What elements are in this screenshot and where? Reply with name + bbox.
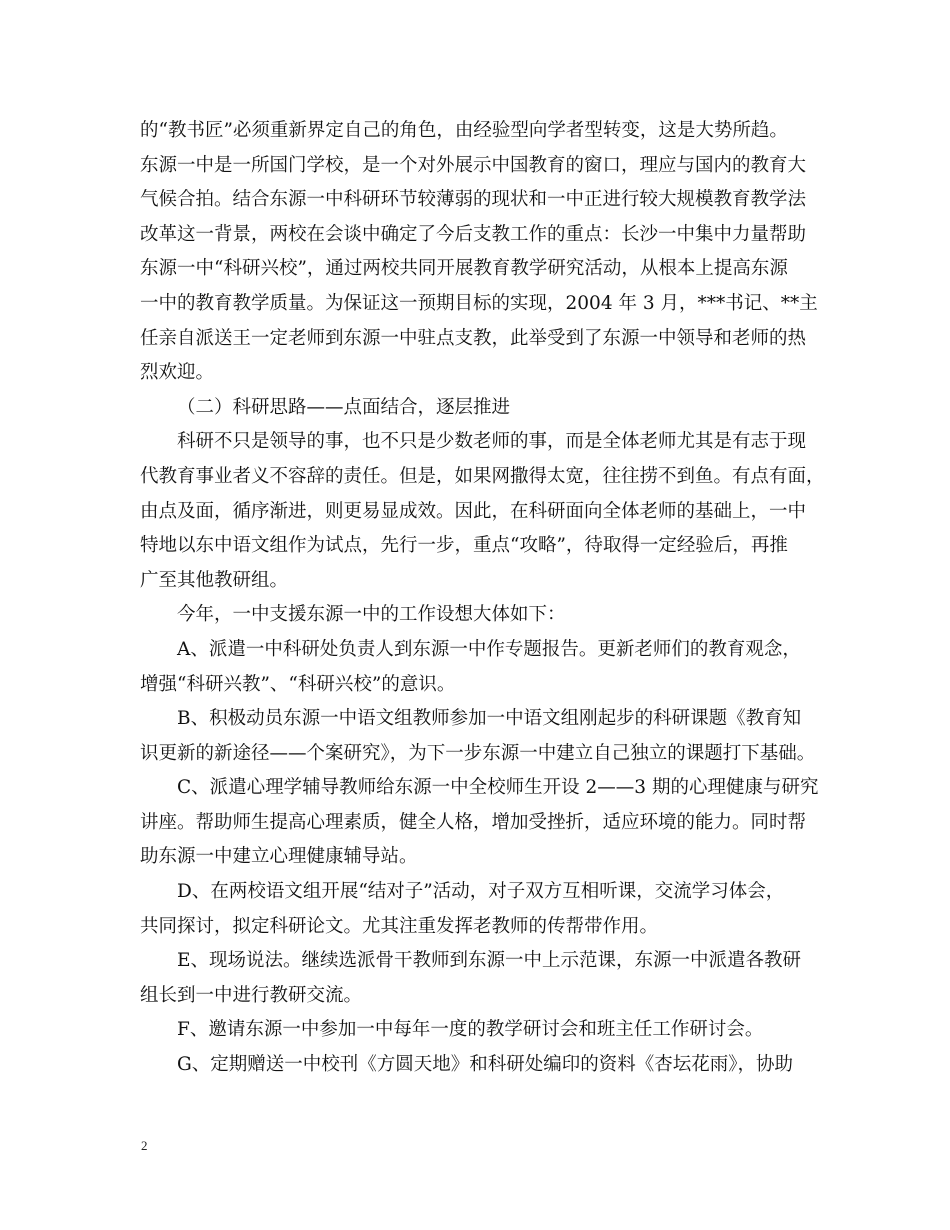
text-line: 任亲自派送王一定老师到东源一中驻点支教，此举受到了东源一中领导和老师的热 [140, 327, 807, 349]
text-line: 识更新的新途径——个案研究》，为下一步东源一中建立自己独立的课题打下基础。 [140, 742, 816, 764]
paragraph [140, 114, 830, 391]
text-line: 的“教书匠”必须重新界定自己的角色，由经验型向学者型转变，这是大势所趋。 [140, 120, 788, 141]
text-line: 东源一中“科研兴校”，通过两校共同开展教育教学研究活动，从根本上提高东源 [140, 258, 788, 280]
paragraph [140, 598, 830, 633]
text-line: 代教育事业者义不容辞的责任。但是，如果网撒得太宽，往往捞不到鱼。有点有面， [140, 465, 825, 487]
text-line: 烈欢迎。 [140, 362, 215, 384]
text-line: 一中的教育教学质量。为保证这一预期目标的实现，2004 年 3 月，***书记、**主 [140, 292, 818, 314]
paragraph [140, 771, 830, 875]
paragraph [140, 633, 830, 702]
text-line: 广至其他教研组。 [140, 569, 289, 591]
text-line: F、邀请东源一中参加一中每年一度的教学研讨会和班主任工作研讨会。 [177, 1019, 764, 1041]
text-line: G、定期赠送一中校刊《方圆天地》和科研处编印的资料《杏坛花雨》，协助 [177, 1054, 794, 1076]
text-line: B、积极动员东源一中语文组教师参加一中语文组刚起步的科研课题《教育知 [177, 708, 802, 730]
text-line: 助东源一中建立心理健康辅导站。 [140, 846, 418, 868]
paragraph [140, 425, 830, 598]
text-line: 特地以东中语文组作为试点，先行一步，重点“攻略”，待取得一定经验后，再推 [140, 535, 788, 557]
text-line: 增强“科研兴教”、“科研兴校”的意识。 [140, 673, 456, 695]
text-line: 气候合拍。结合东源一中科研环节较薄弱的现状和一中正进行较大规模教育教学法 [140, 189, 807, 211]
text-line: 改革这一背景，两校在会谈中确定了今后支教工作的重点：长沙一中集中力量帮助 [140, 223, 807, 245]
text-line: 科研不只是领导的事，也不只是少数老师的事，而是全体老师尤其是有志于现 [177, 431, 807, 453]
text-line: 今年，一中支援东源一中的工作设想大体如下： [177, 604, 566, 626]
text-line: 讲座。帮助师生提高心理素质，健全人格，增加受挫折，适应环境的能力。同时帮 [140, 811, 807, 833]
paragraph [140, 1013, 830, 1048]
paragraph [140, 944, 830, 1013]
page-number: 2 [141, 1138, 148, 1153]
text-line: 东源一中是一所国门学校，是一个对外展示中国教育的窗口，理应与国内的教育大 [140, 154, 807, 176]
text-line: E、现场说法。继续选派骨干教师到东源一中上示范课，东源一中派遣各教研 [177, 950, 802, 972]
paragraph [140, 1048, 830, 1083]
text-line: 由点及面，循序渐进，则更易显成效。因此，在科研面向全体老师的基础上，一中 [140, 500, 807, 522]
text-line: 共同探讨，拟定科研论文。尤其注重发挥老教师的传帮带作用。 [140, 915, 659, 937]
paragraph [140, 391, 830, 426]
text-line: D、在两校语文组开展“结对子”活动，对子双方互相听课，交流学习体会， [177, 881, 785, 903]
text-line: 组长到一中进行教研交流。 [140, 984, 363, 1006]
paragraph [140, 875, 830, 944]
text-line: A、派遣一中科研处负责人到东源一中作专题报告。更新老师们的教育观念， [177, 638, 801, 660]
text-line: （二）科研思路——点面结合，逐层推进 [177, 396, 511, 418]
text-line: C、派遣心理学辅导教师给东源一中全校师生开设 2——3 期的心理健康与研究 [177, 777, 819, 799]
body-text [140, 114, 830, 1083]
paragraph [140, 702, 830, 771]
